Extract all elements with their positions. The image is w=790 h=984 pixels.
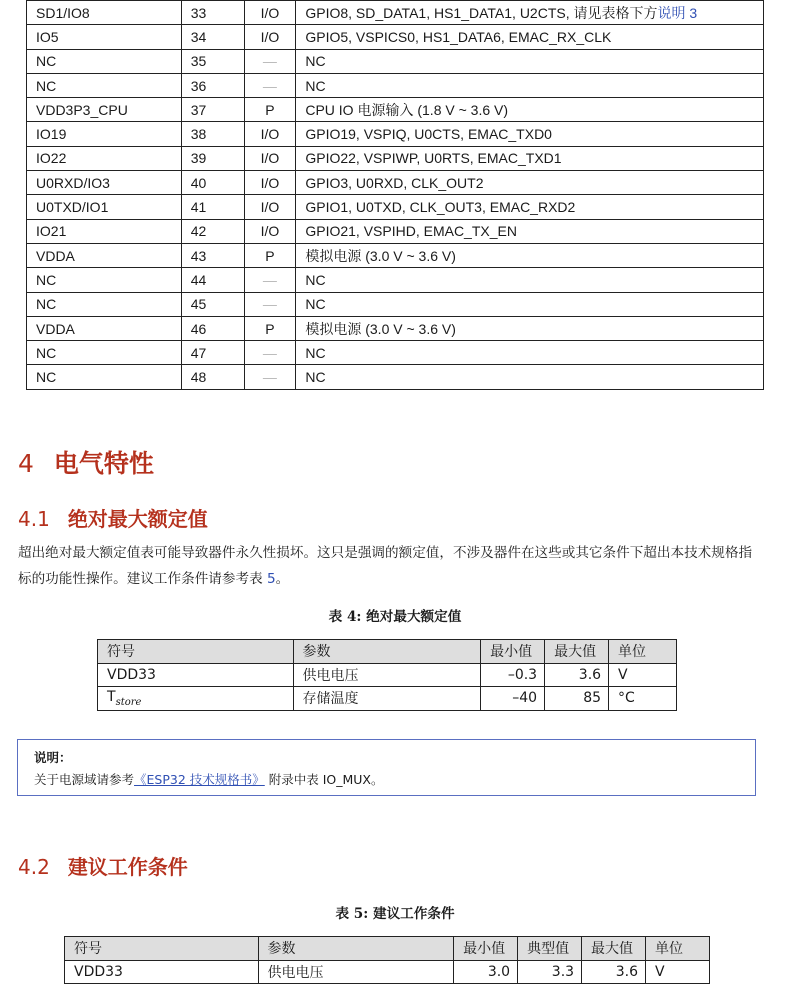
pin-number-cell: 38 [181, 122, 244, 146]
paragraph-text: 超出绝对最大额定值表可能导致器件永久性损坏。这只是强调的额定值，不涉及器件在这些或其它条件下超出本技术规格指标的功能性操作。建议工作条件请参考表 [18, 545, 753, 587]
table-5-header-cell: 典型值 [518, 937, 582, 961]
section-4-1-heading [18, 503, 208, 532]
table-4-body [98, 663, 677, 710]
section-4-2-title: 建议工作条件 [67, 855, 188, 879]
table-row [98, 687, 677, 711]
table-5-header-cell: 最小值 [454, 937, 518, 961]
parameter-cell: 供电电压 [293, 663, 481, 687]
pin-name-cell: IO5 [27, 25, 182, 49]
pin-number-cell: 43 [181, 243, 244, 267]
symbol-cell [98, 687, 294, 711]
pin-function-text: GPIO1, U0TXD, CLK_OUT3, EMAC_RXD2 [305, 199, 576, 216]
pin-function-cell [296, 25, 764, 49]
unit-cell: V [609, 663, 677, 687]
table-5-header-cell: 单位 [646, 937, 710, 961]
pin-table [26, 0, 764, 390]
pin-function-text: GPIO19, VSPIQ, U0CTS, EMAC_TXD0 [305, 126, 552, 143]
min-value-cell: –0.3 [481, 663, 545, 687]
section-4-heading [18, 444, 154, 480]
table-row [27, 49, 764, 73]
pin-function-text: GPIO22, VSPIWP, U0RTS, EMAC_TXD1 [305, 150, 562, 167]
table-row [27, 146, 764, 170]
table-5-body [65, 960, 710, 984]
pin-type-cell: I/O [244, 219, 296, 243]
symbol-subscript: store [115, 696, 142, 708]
pin-number-cell: 44 [181, 268, 244, 292]
pin-type-cell: — [244, 268, 296, 292]
unit-cell: °C [609, 687, 677, 711]
pin-table-body [27, 1, 764, 390]
table-5-recommended-conditions [64, 936, 710, 984]
pin-type-cell: — [244, 292, 296, 316]
table-row [27, 316, 764, 340]
section-4-2-number: 4.2 [18, 855, 50, 879]
pin-name-cell: NC [27, 292, 182, 316]
table-5-header-cell: 参数 [258, 937, 454, 961]
pin-function-text: GPIO5, VSPICS0, HS1_DATA6, EMAC_RX_CLK [305, 28, 612, 45]
table-5-header-cell: 最大值 [582, 937, 646, 961]
pin-type-cell: I/O [244, 146, 296, 170]
pin-name-cell: NC [27, 49, 182, 73]
pin-name-cell: NC [27, 365, 182, 389]
pin-name-cell: NC [27, 341, 182, 365]
pin-function-cell [296, 365, 764, 389]
pin-name-cell: VDDA [27, 316, 182, 340]
table-5-caption: 表 5: 建议工作条件 [335, 906, 455, 922]
pin-function-text: NC [305, 344, 326, 361]
pin-number-cell: 41 [181, 195, 244, 219]
paragraph-end: 。 [275, 571, 290, 587]
table-row [27, 365, 764, 389]
pin-type-cell: I/O [244, 171, 296, 195]
pin-name-cell: IO22 [27, 146, 182, 170]
table-4-header-cell: 单位 [609, 640, 677, 664]
section-4-1-number: 4.1 [18, 507, 50, 531]
pin-number-cell: 35 [181, 49, 244, 73]
symbol-cell [98, 663, 294, 687]
pin-number-cell: 46 [181, 316, 244, 340]
pin-number-cell: 36 [181, 73, 244, 97]
table-row [27, 292, 764, 316]
max-value-cell: 3.6 [582, 960, 646, 984]
parameter-cell: 存储温度 [293, 687, 481, 711]
unit-cell: V [646, 960, 710, 984]
pin-type-cell: I/O [244, 122, 296, 146]
pin-function-text: NC [305, 53, 326, 70]
pin-function-text: GPIO8, SD_DATA1, HS1_DATA1, U2CTS, 请见表格下方 [305, 4, 658, 21]
pin-name-cell: U0TXD/IO1 [27, 195, 182, 219]
pin-number-cell: 39 [181, 146, 244, 170]
table-row [27, 122, 764, 146]
pin-function-cell [296, 146, 764, 170]
table-4-absolute-max-ratings [97, 639, 677, 711]
note-box [17, 739, 756, 796]
note-reference-link[interactable]: 说明 3 [657, 4, 698, 21]
symbol-cell: VDD33 [65, 960, 259, 984]
section-4-title: 电气特性 [53, 449, 154, 478]
table-row [27, 268, 764, 292]
pin-function-cell [296, 98, 764, 122]
pin-type-cell: I/O [244, 195, 296, 219]
pin-type-cell: P [244, 98, 296, 122]
parameter-cell: 供电电压 [258, 960, 454, 984]
note-title: 说明： [34, 750, 72, 765]
table-row [27, 171, 764, 195]
section-4-number: 4 [18, 449, 34, 478]
pin-name-cell: VDDA [27, 243, 182, 267]
section-4-1-title: 绝对最大额定值 [67, 507, 208, 531]
pin-number-cell: 48 [181, 365, 244, 389]
pin-function-text: 模拟电源 (3.0 V ~ 3.6 V) [305, 320, 456, 337]
table-5-header-row [65, 937, 710, 961]
pin-function-text: CPU IO 电源输入 (1.8 V ~ 3.6 V) [305, 101, 509, 118]
pin-type-cell: P [244, 316, 296, 340]
pin-name-cell: SD1/IO8 [27, 1, 182, 25]
pin-function-text: NC [305, 77, 326, 94]
table-row [27, 195, 764, 219]
note-suffix: 附录中表 IO_MUX。 [264, 772, 384, 787]
pin-function-cell [296, 49, 764, 73]
pin-number-cell: 33 [181, 1, 244, 25]
max-value-cell: 3.6 [545, 663, 609, 687]
note-prefix: 关于电源域请参考 [34, 772, 135, 787]
table-row [27, 341, 764, 365]
pin-type-cell: I/O [244, 1, 296, 25]
pin-function-cell [296, 171, 764, 195]
pin-function-cell [296, 243, 764, 267]
pin-name-cell: IO21 [27, 219, 182, 243]
table-4-header-cell: 符号 [98, 640, 294, 664]
pin-number-cell: 40 [181, 171, 244, 195]
note-body [34, 770, 384, 788]
pin-number-cell: 42 [181, 219, 244, 243]
pin-function-cell [296, 219, 764, 243]
pin-type-cell: — [244, 73, 296, 97]
pin-number-cell: 34 [181, 25, 244, 49]
pin-name-cell: U0RXD/IO3 [27, 171, 182, 195]
pin-function-cell [296, 1, 764, 25]
pin-type-cell: P [244, 243, 296, 267]
symbol-text: T [107, 688, 116, 705]
table-row [27, 243, 764, 267]
table-row [27, 25, 764, 49]
table-row [27, 1, 764, 25]
pin-number-cell: 37 [181, 98, 244, 122]
pin-name-cell: NC [27, 268, 182, 292]
pin-function-cell [296, 73, 764, 97]
min-value-cell: 3.0 [454, 960, 518, 984]
symbol-text: VDD33 [107, 666, 156, 683]
table-4-header-cell: 最大值 [545, 640, 609, 664]
section-4-2-heading [18, 851, 188, 880]
pin-function-text: GPIO21, VSPIHD, EMAC_TX_EN [305, 223, 517, 240]
pin-type-cell: — [244, 365, 296, 389]
pin-function-cell [296, 268, 764, 292]
pin-function-cell [296, 122, 764, 146]
pin-number-cell: 47 [181, 341, 244, 365]
table-4-header-cell: 最小值 [481, 640, 545, 664]
pin-function-text: 模拟电源 (3.0 V ~ 3.6 V) [305, 247, 456, 264]
table-row [98, 663, 677, 687]
pin-function-cell [296, 316, 764, 340]
pin-name-cell: NC [27, 73, 182, 97]
table-row [27, 219, 764, 243]
table-row [65, 960, 710, 984]
pin-number-cell: 45 [181, 292, 244, 316]
pin-type-cell: — [244, 341, 296, 365]
table-4-caption: 表 4: 绝对最大额定值 [328, 609, 462, 625]
section-4-1-paragraph [18, 540, 763, 592]
pin-function-text: NC [305, 271, 326, 288]
table-4-header-row [98, 640, 677, 664]
pin-name-cell: VDD3P3_CPU [27, 98, 182, 122]
table-row [27, 98, 764, 122]
table-4-header-cell: 参数 [293, 640, 481, 664]
table-5-header-cell: 符号 [65, 937, 259, 961]
pin-function-cell [296, 195, 764, 219]
esp32-datasheet-link[interactable]: 《ESP32 技术规格书》 [134, 772, 265, 787]
table-5-reference-link[interactable]: 5 [267, 571, 276, 587]
pin-type-cell: — [244, 49, 296, 73]
pin-name-cell: IO19 [27, 122, 182, 146]
max-value-cell: 85 [545, 687, 609, 711]
pin-function-text: NC [305, 296, 326, 313]
pin-type-cell: I/O [244, 25, 296, 49]
typ-value-cell: 3.3 [518, 960, 582, 984]
pin-function-text: NC [305, 369, 326, 386]
pin-function-cell [296, 341, 764, 365]
table-row [27, 73, 764, 97]
min-value-cell: –40 [481, 687, 545, 711]
pin-function-text: GPIO3, U0RXD, CLK_OUT2 [305, 174, 484, 191]
pin-function-cell [296, 292, 764, 316]
